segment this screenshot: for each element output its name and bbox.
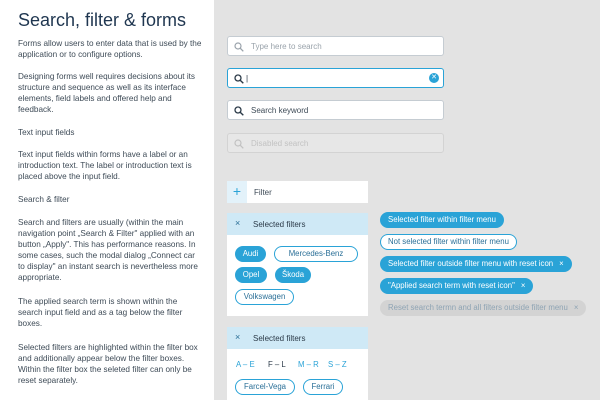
alphabet-range-s-z[interactable]: S – Z — [328, 360, 347, 369]
filter-box-alphabetic — [227, 327, 368, 400]
clear-icon[interactable]: ✕ — [429, 73, 439, 83]
alphabet-range-f-l[interactable]: F – L — [268, 360, 286, 369]
close-icon[interactable]: × — [235, 332, 241, 342]
search-disabled-label: Disabled search — [251, 139, 309, 148]
filter-chip-mercedes-benz[interactable]: Mercedes-Benz — [274, 246, 358, 262]
filter-box-brands — [227, 213, 368, 316]
intro-paragraph: Forms allow users to enter data that is used by the application or to configure options. — [18, 39, 202, 59]
plus-icon[interactable]: + — [227, 181, 247, 203]
tag-label: "Applied search term with reset icon" — [388, 281, 515, 290]
filter-box-title: Selected filters — [253, 334, 306, 343]
design-paragraph: Designing forms well requires decisions about its structure and sequence as well as its interface elements, field labels and offered help and feedback. — [18, 72, 196, 114]
filter-bar[interactable] — [227, 181, 368, 203]
filter-chip-volkswagen[interactable]: Volkswagen — [235, 289, 294, 305]
close-icon[interactable]: × — [235, 218, 241, 228]
page-title: Search, filter & forms — [18, 10, 187, 30]
close-icon[interactable]: × — [520, 281, 526, 290]
search-icon — [234, 106, 244, 116]
selected-filters-paragraph: Selected filters are highlighted within the filter box and additionally appear below the filter boxes. Within the filter box the seleted filter can only be reset separately. — [18, 343, 198, 385]
filter-box-header — [227, 213, 368, 235]
search-icon — [234, 139, 244, 149]
search-cursor: | — [246, 74, 249, 83]
tag-label: Reset search termn and all filters outside filter menu — [388, 303, 568, 312]
filter-chip-farcel-vega[interactable]: Farcel-Vega — [235, 379, 295, 395]
section-heading-text-input: Text input fields — [18, 128, 75, 137]
tag-selected-outside-menu[interactable] — [380, 256, 572, 272]
search-input-keyword[interactable] — [227, 100, 444, 120]
search-keyword-value: Search keyword — [251, 106, 309, 115]
section-heading-search-filter: Search & filter — [18, 195, 70, 204]
search-filter-paragraph: Search and filters are usually (within the main navigation point „Search & Filter" applied with an button „Apply". This has performance reasons. In some cases, such the modal dialog „Connect car to display" an instant search is nevertheless more appropriate. — [18, 218, 198, 282]
search-placeholder: Type here to search — [251, 42, 322, 51]
filter-box-title: Selected filters — [253, 220, 306, 229]
tag-reset-all[interactable] — [380, 300, 586, 316]
search-icon — [234, 74, 244, 84]
search-input-focused[interactable] — [227, 68, 444, 88]
filter-label: Filter — [254, 188, 272, 197]
tag-applied-search-term[interactable] — [380, 278, 533, 294]
search-icon — [234, 42, 244, 52]
tag-label: Selected filter within filter menu — [388, 215, 496, 224]
search-input-disabled — [227, 133, 444, 153]
filter-box-header — [227, 327, 368, 349]
applied-term-paragraph: The applied search term is shown within the search input field and as a tag below the filter boxes. — [18, 297, 183, 328]
filter-chip-skoda[interactable]: Škoda — [275, 267, 311, 283]
filter-chip-opel[interactable]: Opel — [235, 267, 267, 283]
close-icon[interactable]: × — [573, 303, 579, 312]
tag-not-selected-in-menu — [380, 234, 517, 250]
alphabet-range-m-r[interactable]: M – R — [298, 360, 319, 369]
filter-chip-audi[interactable]: Audi — [235, 246, 266, 262]
description-panel — [0, 0, 214, 400]
text-input-paragraph: Text input fields within forms have a label or an introduction text. The label or introduction text is placed above the input field. — [18, 150, 192, 181]
close-icon[interactable]: × — [559, 259, 564, 268]
search-input-empty[interactable] — [227, 36, 444, 56]
alphabet-range-a-e[interactable]: A – E — [236, 360, 255, 369]
tag-label: Selected filter outside filter menu with reset icon — [388, 259, 554, 268]
filter-chip-ferrari[interactable]: Ferrari — [303, 379, 343, 395]
tag-selected-in-menu — [380, 212, 504, 228]
tag-label: Not selected filter within filter menu — [388, 237, 509, 246]
